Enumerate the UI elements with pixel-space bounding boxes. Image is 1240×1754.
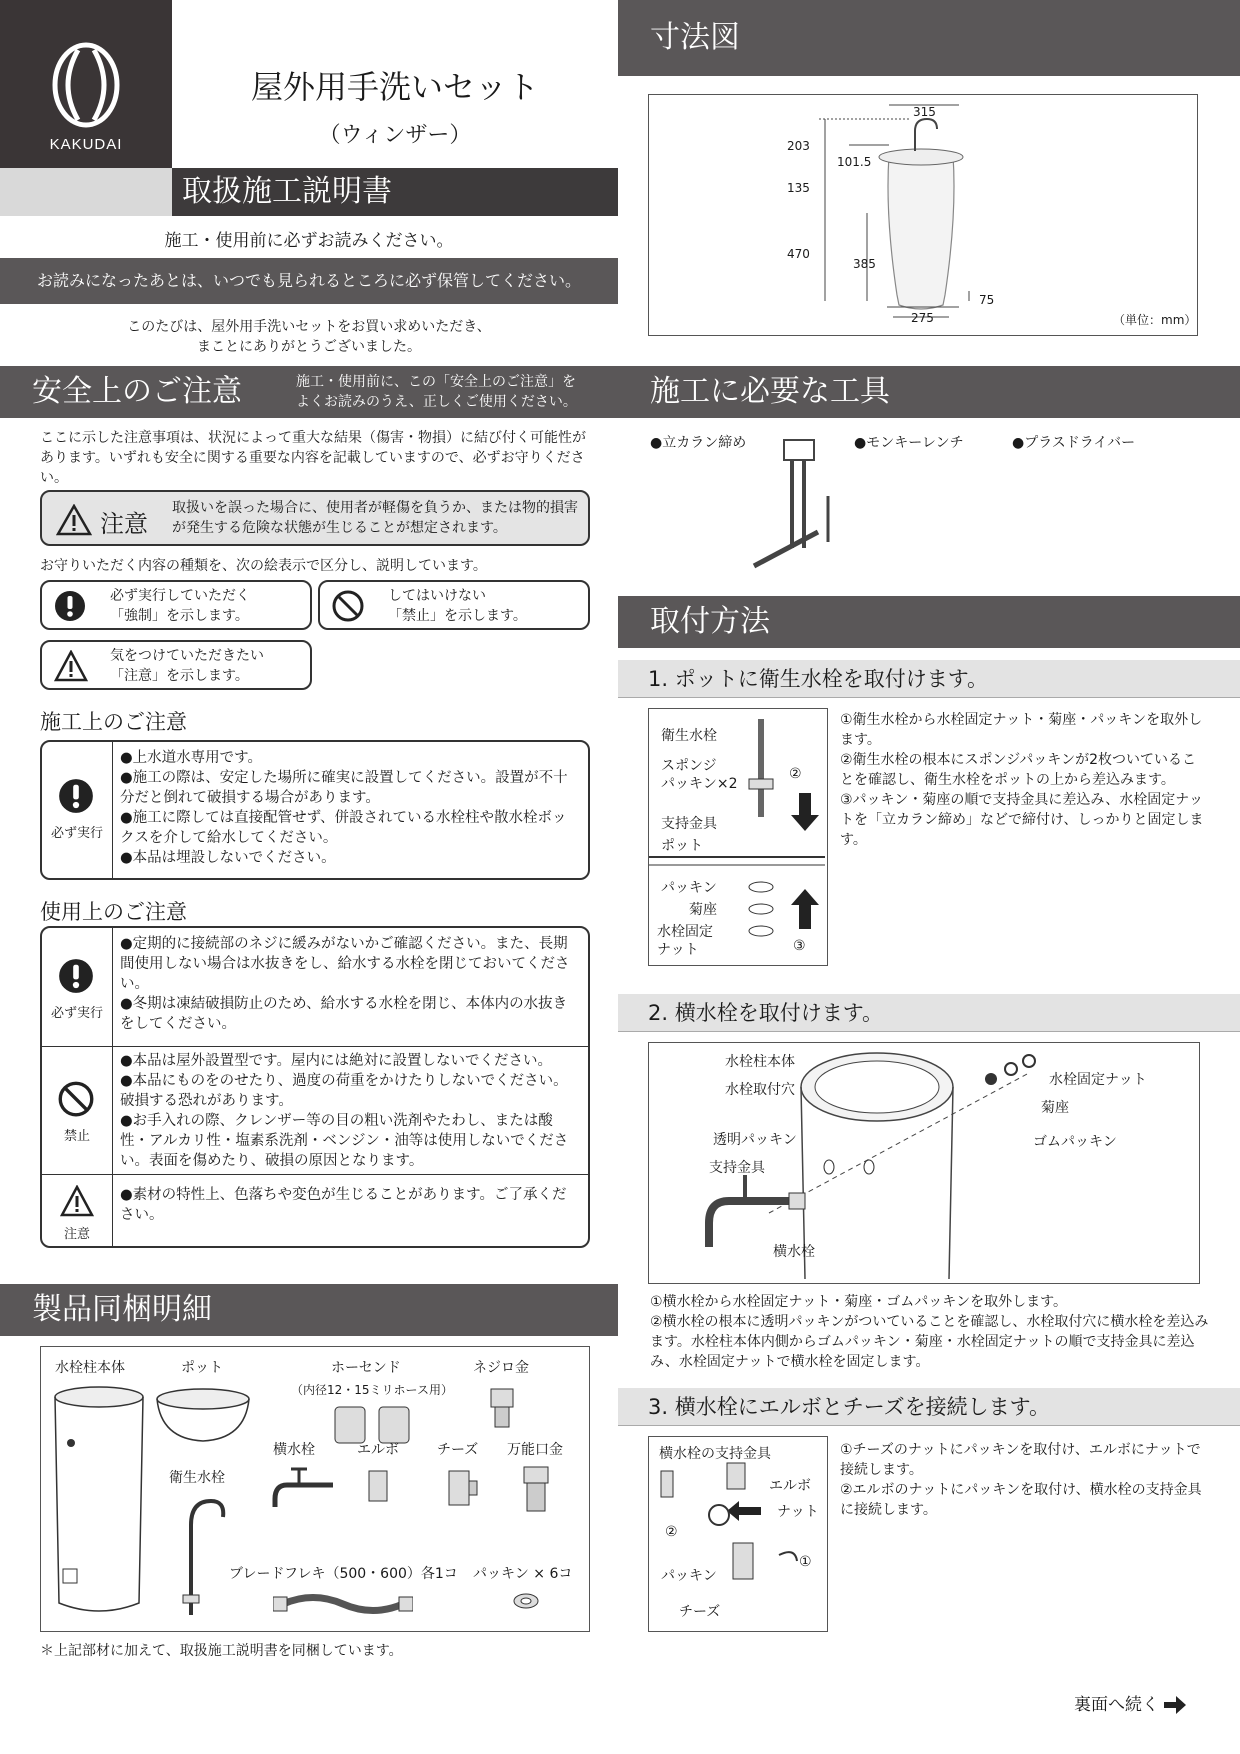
list-item: ●施工に際しては直接配管せず、併設されている水栓柱や散水栓ボックスを介して給水してください。	[120, 810, 567, 846]
prohibit-icon	[58, 1081, 94, 1117]
dim-unit: （単位：mm）	[1113, 313, 1197, 327]
step1-nut2-label: ナット	[657, 942, 699, 958]
install-notes-list	[120, 748, 580, 868]
step2-clear-label: 透明パッキン	[713, 1132, 797, 1148]
step3-num-2: ②	[665, 1524, 678, 1540]
usage-prohibit-list	[120, 1051, 580, 1171]
step1-packing-label: パッキン	[661, 880, 717, 896]
step2-horizontal-label: 横水栓	[773, 1244, 815, 1260]
usage-must-label: 必ず実行	[50, 1006, 103, 1021]
step1-sponge2-label: パッキン×2	[661, 776, 738, 792]
step3-bracket-label: 横水栓の支持金具	[659, 1446, 771, 1462]
usage-must-row	[42, 928, 588, 1046]
item-universal-label: 万能口金	[507, 1442, 563, 1458]
mounting-title: 取付方法	[650, 604, 770, 639]
step2-instructions	[650, 1292, 1210, 1372]
universal-fitting-icon	[519, 1465, 553, 1515]
step1-nut-label: 水栓固定	[657, 924, 713, 940]
threaded-fitting-icon	[487, 1387, 517, 1431]
caution-definition-box	[40, 490, 590, 546]
step3-heading: 3. 横水栓にエルボとチーズを接続します。	[618, 1388, 1240, 1426]
list-item: ①衛生水栓から水栓固定ナット・菊座・パッキンを取外します。	[840, 712, 1203, 748]
read-before-note: 施工・使用前に必ずお読みください。	[164, 231, 454, 251]
step2-body-label: 水栓柱本体	[725, 1054, 795, 1070]
tee-fitting-icon	[443, 1467, 479, 1511]
list-item: ②横水栓の根本に透明パッキンがついていることを確認し、水栓取付穴に横水栓を差込みます。水栓柱本体内側からゴムパッキン・菊座・水栓固定ナットの順で支持金具に差込み、水栓固定ナットで横水栓を固定します。	[650, 1314, 1209, 1370]
usage-caution-list	[120, 1185, 580, 1225]
step3-num-1: ①	[799, 1554, 812, 1570]
legend-prohibit-2: 「禁止」を示します。	[388, 608, 527, 624]
usage-prohibit-icon-cell	[42, 1047, 113, 1175]
brand-logo	[0, 0, 172, 168]
braided-hose-icon	[273, 1589, 413, 1619]
item-threaded-label: ネジロ金	[473, 1360, 529, 1376]
list-item: ●素材の特性上、色落ちや変色が生じることがあります。ご了承ください。	[120, 1187, 567, 1223]
dim-101-5: 101.5	[837, 155, 872, 169]
legend-caution	[40, 640, 312, 690]
list-item: ●冬期は凍結破損防止のため、給水する水栓を閉じ、本体内の水抜きをしてください。	[120, 996, 568, 1032]
list-item: ●施工の際は、安定した場所に確実に設置してください。設置が不十分だと倒れて破損する場合があります。	[120, 770, 568, 806]
list-item: ●上水道水専用です。	[120, 750, 262, 766]
dimension-drawing-icon	[649, 95, 1195, 333]
step1-instructions	[840, 710, 1208, 850]
item-sanitary-label: 衛生水栓	[169, 1470, 225, 1486]
caution-label: 注意	[100, 510, 148, 538]
step2-rubber-label: ゴムパッキン	[1033, 1134, 1117, 1150]
item-hose-end-label: ホーセンド	[331, 1360, 401, 1376]
install-notes-title: 施工上のご注意	[40, 710, 187, 734]
step3-packing-label: パッキン	[661, 1568, 717, 1584]
elbow-fitting-icon	[363, 1467, 393, 1507]
kakudai-logo-icon	[52, 42, 120, 128]
step3-elbow-label: エルボ	[769, 1478, 811, 1494]
pot-illustration-icon	[153, 1387, 253, 1445]
step2-washer-label: 菊座	[1041, 1100, 1069, 1116]
step1-washer-label: 菊座	[689, 902, 717, 918]
step3-diagram	[648, 1436, 828, 1632]
tool-2: ●モンキーレンチ	[854, 435, 964, 451]
step3-nut-label: ナット	[777, 1504, 819, 1520]
contents-title: 製品同梱明細	[32, 1292, 212, 1327]
step3-instructions	[840, 1440, 1208, 1520]
faucet-wrench-icon	[748, 436, 848, 572]
doc-type-heading: 取扱施工説明書	[172, 168, 618, 216]
prohibit-icon	[332, 590, 364, 622]
dimensions-heading	[618, 0, 1240, 76]
continue-label: 裏面へ続く	[1074, 1695, 1159, 1715]
list-item: ①チーズのナットにパッキンを取付け、エルボにナットで接続します。	[840, 1442, 1201, 1478]
tools-title: 施工に必要な工具	[650, 374, 890, 409]
item-tee-label: チーズ	[437, 1442, 479, 1458]
list-item: ●本品は埋設しないでください。	[120, 850, 336, 866]
step2-hole-label: 水栓取付穴	[725, 1082, 795, 1098]
item-braid-label: ブレードフレキ（500・600）各1コ	[229, 1566, 458, 1582]
usage-caution-icon-cell	[42, 1175, 113, 1246]
product-subtitle: （ウィンザー）	[318, 123, 472, 148]
dim-385: 385	[853, 257, 876, 271]
safety-intro: ここに示した注意事項は、状況によって重大な結果（傷害・物損）に結び付く可能性があります。いずれも安全に関する重要な内容を記載していますので、必ずお守りください。	[40, 430, 586, 486]
legend-must	[40, 580, 312, 630]
install-notes-icon-label: 必ず実行	[50, 826, 103, 841]
step1-sponge-label: スポンジ	[661, 758, 717, 774]
usage-must-list	[120, 934, 580, 1034]
step1-num-3: ③	[793, 938, 806, 954]
doc-type-bar-left	[0, 168, 172, 216]
horizontal-faucet-icon	[267, 1463, 337, 1513]
item-elbow-label: エルボ	[357, 1442, 399, 1458]
caution-text: 取扱いを誤った場合に、使用者が軽傷を負うか、または物的損害が発生する危険な状態が生じることが想定されます。	[172, 500, 578, 536]
step1-pot-label: ポット	[661, 838, 703, 854]
mounting-heading	[618, 596, 1240, 648]
step2-diagram	[648, 1042, 1200, 1284]
caution-icon	[60, 1185, 94, 1217]
arrow-right-icon	[1164, 1696, 1186, 1714]
usage-caution-label: 注意	[63, 1227, 90, 1242]
packing-washer-icon	[511, 1591, 541, 1611]
legend-caution-2: 「注意」を示します。	[110, 668, 249, 684]
usage-must-icon-cell	[42, 928, 113, 1046]
list-item: ●定期的に接続部のネジに緩みがないかご確認ください。また、長期間使用しない場合は水抜きをし、給水する水栓を閉じておいてください。	[120, 936, 570, 992]
dimensions-title: 寸法図	[650, 20, 740, 55]
list-item: ●お手入れの際、クレンザー等の目の粗い洗剤やたわし、または酸性・アルカリ性・塩素系洗剤・ベンジン・油等は使用しないでください。表面を傷めたり、破損の原因となります。	[120, 1113, 569, 1169]
thanks-line-1: このたびは、屋外用手洗いセットをお買い求めいただき、	[127, 319, 491, 335]
continue-note	[1074, 1690, 1186, 1715]
step1-num-2: ②	[789, 766, 802, 782]
legend-prohibit	[318, 580, 590, 630]
thanks-line-2: まことにありがとうございました。	[197, 339, 421, 355]
safety-title: 安全上のご注意	[32, 374, 242, 409]
usage-notes-title: 使用上のご注意	[40, 900, 187, 924]
safety-title-note	[296, 372, 577, 412]
list-item: ②エルボのナットにパッキンを取付け、横水栓の支持金具に接続します。	[840, 1482, 1202, 1518]
dim-315: 315	[913, 105, 936, 119]
mandatory-icon	[58, 778, 94, 814]
tool-1: ●立カラン締め	[650, 435, 747, 451]
legend-caution-1: 気をつけていただきたい	[110, 648, 264, 664]
item-post-label: 水栓柱本体	[55, 1360, 125, 1376]
usage-prohibit-row	[42, 1046, 588, 1175]
list-item: ①横水栓から水栓固定ナット・菊座・ゴムパッキンを取外します。	[650, 1294, 1068, 1310]
mandatory-icon	[54, 590, 86, 622]
step2-nut-label: 水栓固定ナット	[1049, 1072, 1147, 1088]
legend-prohibit-1: してはいけない	[388, 588, 486, 604]
dimensions-box	[648, 94, 1198, 336]
product-title: 屋外用手洗いセット	[250, 68, 539, 106]
item-packing-label: パッキン × 6コ	[473, 1566, 573, 1582]
step1-heading: 1. ポットに衛生水栓を取付けます。	[618, 660, 1240, 698]
warning-triangle-icon	[56, 504, 92, 536]
step2-heading: 2. 横水栓を取付けます。	[618, 994, 1240, 1032]
dim-75: 75	[979, 293, 995, 307]
list-item: ●本品にものをのせたり、過度の荷重をかけたりしないでください。破損する恐れがあります。	[120, 1073, 568, 1109]
dim-275: 275	[911, 311, 934, 325]
step3-tee-label: チーズ	[679, 1604, 721, 1620]
item-hose-end-note: （内径12・15ミリホース用）	[291, 1383, 453, 1397]
dim-203: 203	[787, 139, 810, 153]
step1-diagram	[648, 708, 828, 966]
list-item: ●本品は屋外設置型です。屋内には絶対に設置しないでください。	[120, 1053, 552, 1069]
item-pot-label: ポット	[181, 1360, 223, 1376]
step2-bracket-label: 支持金具	[709, 1160, 765, 1176]
sanitary-faucet-icon	[171, 1495, 231, 1621]
dim-470: 470	[787, 247, 810, 261]
keep-note-bar: お読みになったあとは、いつでも見られるところに必ず保管してください。	[0, 258, 618, 304]
usage-notes-box	[40, 926, 590, 1248]
tool-3: ●プラスドライバー	[1012, 435, 1136, 451]
safety-title-note-2: よくお読みのうえ、正しくご使用ください。	[296, 394, 577, 410]
brand-name: KAKUDAI	[49, 136, 123, 153]
contents-footnote: ＊上記部材に加えて、取扱施工説明書を同梱しています。	[40, 1643, 403, 1659]
contents-heading	[0, 1284, 618, 1336]
tools-heading	[618, 366, 1240, 418]
mandatory-icon	[58, 958, 94, 994]
usage-prohibit-label: 禁止	[63, 1129, 90, 1144]
caution-icon	[54, 650, 88, 682]
contents-box	[40, 1346, 590, 1632]
list-item: ②衛生水栓の根本にスポンジパッキンが2枚ついていることを確認し、衛生水栓をポットの上から差込みます。	[840, 752, 1196, 788]
classify-note: お守りいただく内容の種類を、次の絵表示で区分し、説明しています。	[40, 558, 487, 574]
step1-bracket-label: 支持金具	[661, 816, 717, 832]
safety-title-note-1: 施工・使用前に、この「安全上のご注意」を	[296, 374, 576, 390]
legend-must-1: 必ず実行していただく	[110, 588, 250, 604]
step1-faucet-label: 衛生水栓	[661, 728, 717, 744]
install-notes-box	[40, 740, 590, 880]
item-horizontal-label: 横水栓	[273, 1442, 315, 1458]
dim-135: 135	[787, 181, 810, 195]
post-illustration-icon	[49, 1383, 149, 1623]
install-notes-icon-cell	[42, 742, 113, 878]
usage-caution-row	[42, 1174, 588, 1246]
legend-must-2: 「強制」を示します。	[110, 608, 249, 624]
list-item: ③パッキン・菊座の順で支持金具に差込み、水栓固定ナットを「立カラン締め」などで締付け、しっかりと固定します。	[840, 792, 1204, 848]
